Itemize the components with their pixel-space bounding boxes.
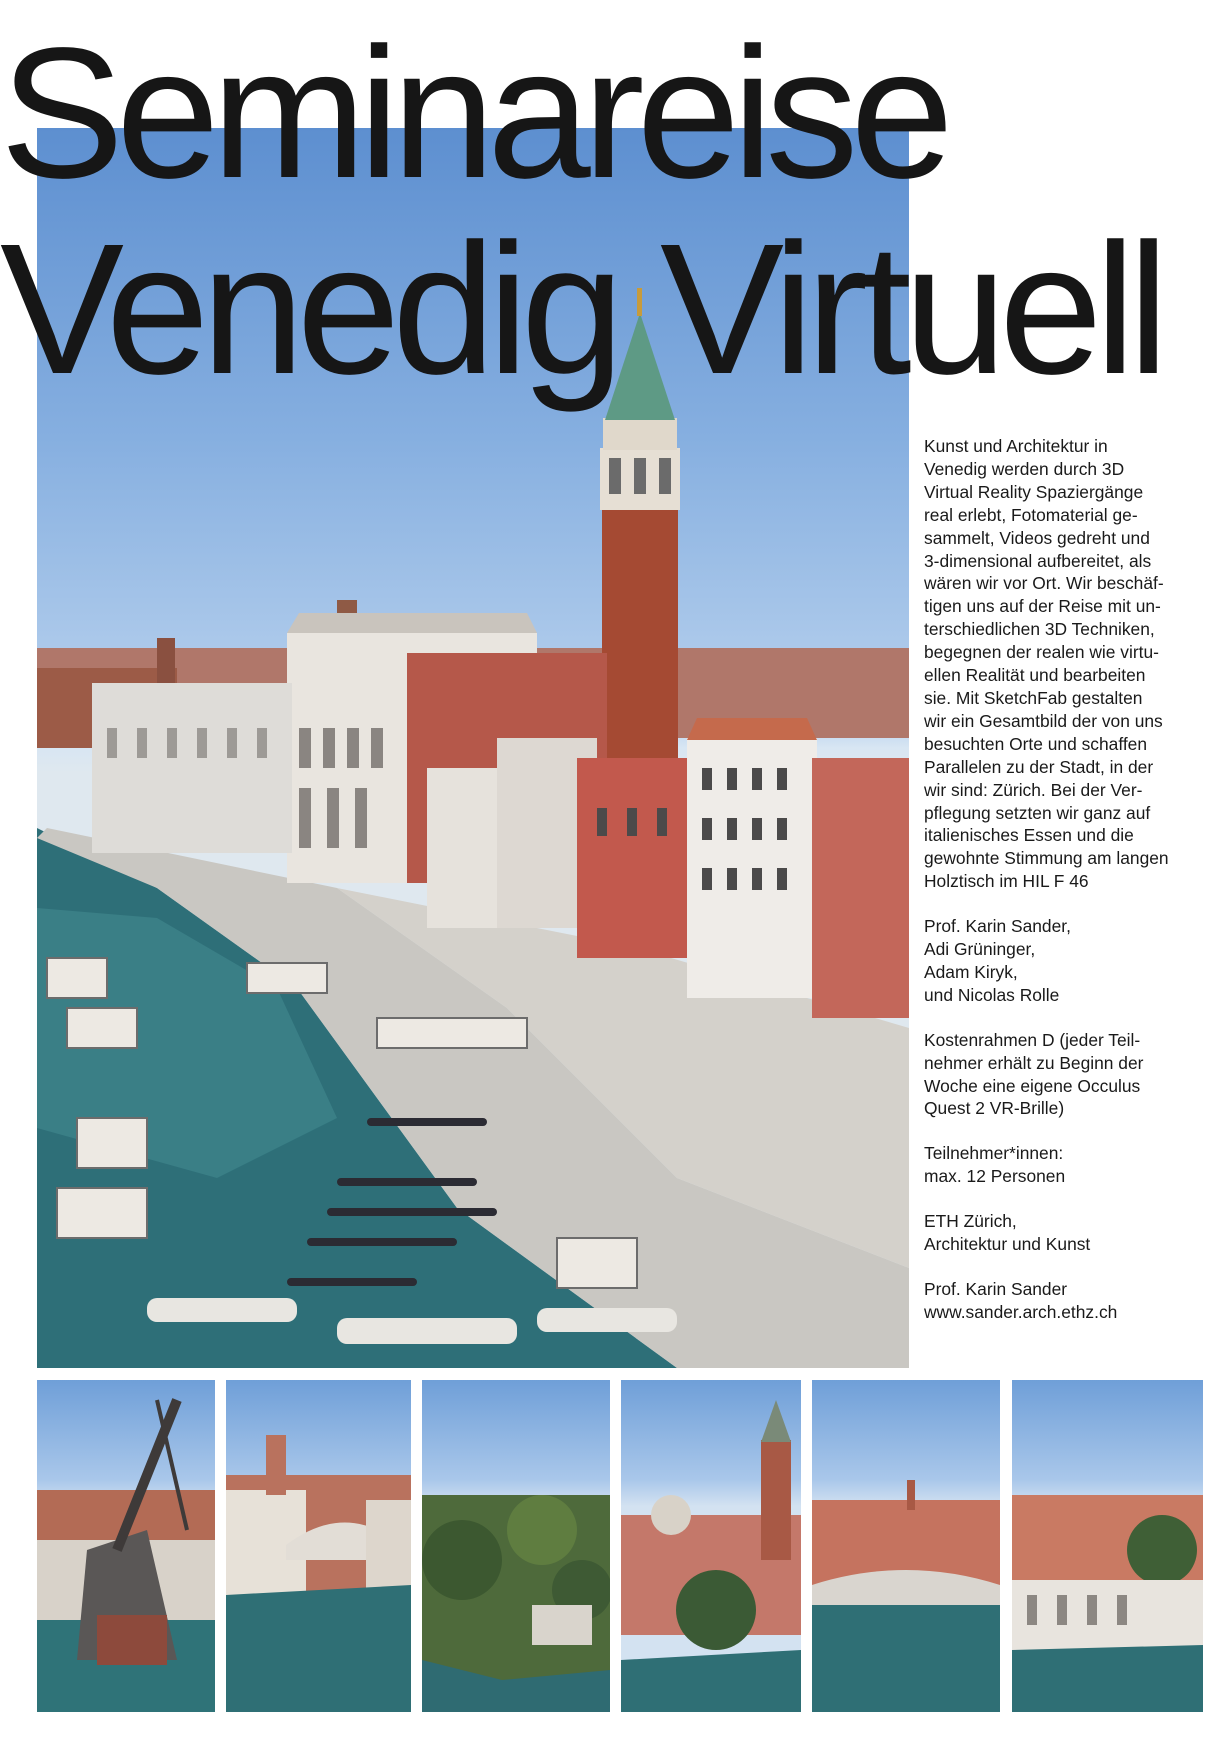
description-line: Kunst und Architektur in (924, 436, 1108, 456)
thumbnail-rialto (226, 1380, 411, 1712)
costs-line: Quest 2 VR-Brille) (924, 1098, 1065, 1119)
description-line: 3-dimensional aufbereitet, als (924, 550, 1152, 571)
rialto-illustration (226, 1380, 411, 1712)
thumbnail-garden (422, 1380, 610, 1712)
participants-block (924, 1142, 1224, 1188)
team-member: Prof. Karin Sander, (924, 916, 1071, 937)
thumbnail-bridge (812, 1380, 1000, 1712)
info-column (924, 435, 1224, 1346)
participants-line: Teilnehmer*innen: (924, 1143, 1064, 1164)
description-line: terschiedlichen 3D Techniken, (924, 619, 1155, 640)
team-member: Adam Kiryk, (924, 961, 1018, 982)
description-line: Holztisch im HIL F 46 (924, 871, 1089, 892)
contact-block (924, 1278, 1224, 1324)
title-line-2: Venedig Virtuell (0, 206, 1162, 413)
description-line: italienisches Essen und die (924, 825, 1134, 846)
description-line: wir sind: Zürich. Bei der Ver- (924, 779, 1143, 800)
contact-website-link[interactable]: www.sander.arch.ethz.ch (924, 1301, 1118, 1322)
campanile-illustration (621, 1380, 801, 1712)
costs-line: Kostenrahmen D (jeder Teil- (924, 1029, 1141, 1050)
description-line: gewohnte Stimmung am langen (924, 848, 1169, 869)
title-line-1: Seminareise (0, 10, 946, 217)
costs-line: Woche eine eigene Occulus (924, 1075, 1141, 1096)
institution-line: ETH Zürich, (924, 1211, 1017, 1232)
description-line: ellen Realität und bearbeiten (924, 665, 1146, 686)
description-line: sie. Mit SketchFab gestalten (924, 687, 1143, 708)
contact-name: Prof. Karin Sander (924, 1279, 1068, 1299)
thumbnail-strip (37, 1380, 1203, 1712)
crane-illustration (37, 1380, 215, 1712)
thumbnail-crane (37, 1380, 215, 1712)
description-line: Venedig werden durch 3D (924, 458, 1125, 479)
description-line: Virtual Reality Spaziergänge (924, 481, 1144, 502)
team-member: und Nicolas Rolle (924, 984, 1060, 1005)
institution-line: Architektur und Kunst (924, 1234, 1091, 1255)
description-line: begegnen der realen wie virtu- (924, 642, 1159, 663)
description-line: real erlebt, Fotomaterial ge- (924, 504, 1138, 525)
description-line: Parallelen zu der Stadt, in der (924, 756, 1154, 777)
palazzo-illustration (1012, 1380, 1203, 1712)
team-member: Adi Grüninger, (924, 939, 1036, 960)
description-line: tigen uns auf der Reise mit un- (924, 596, 1161, 617)
description-line: besuchten Orte und schaffen (924, 733, 1148, 754)
description-line: wären wir vor Ort. Wir beschäf- (924, 573, 1164, 594)
description-line: wir ein Gesamtbild der von uns (924, 710, 1163, 731)
description-line: sammelt, Videos gedreht und (924, 527, 1150, 548)
participants-line: max. 12 Personen (924, 1166, 1066, 1187)
institution-block (924, 1210, 1224, 1256)
description-line: pflegung setzten wir ganz auf (924, 802, 1151, 823)
poster-title (0, 10, 1162, 413)
thumbnail-palazzo (1012, 1380, 1203, 1712)
garden-illustration (422, 1380, 610, 1712)
costs-block (924, 1029, 1224, 1121)
thumbnail-campanile (621, 1380, 801, 1712)
bridge-illustration (812, 1380, 1000, 1712)
costs-line: nehmer erhält zu Beginn der (924, 1052, 1144, 1073)
team-block (924, 915, 1224, 1007)
description-paragraph (924, 435, 1224, 893)
